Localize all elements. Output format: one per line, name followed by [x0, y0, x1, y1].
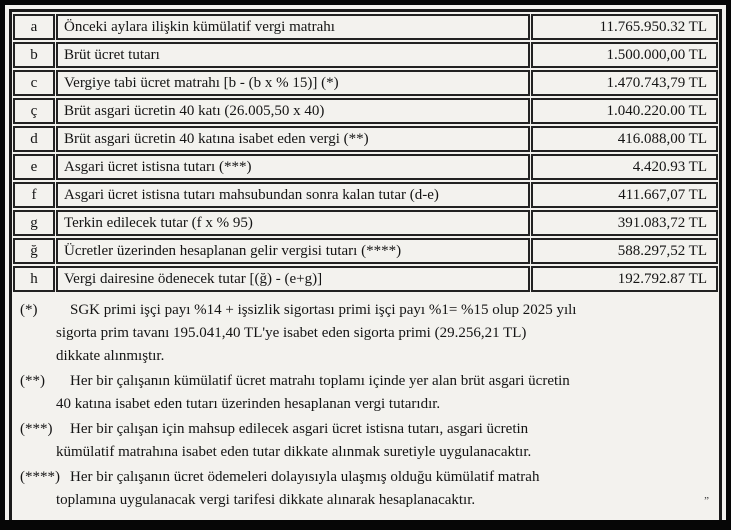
row-key: ç [13, 98, 55, 124]
footnote-line [20, 418, 709, 441]
footnote-line: kümülatif matrahına isabet eden tutar dikkate alınmak suretiyle uygulanacaktır. [56, 444, 532, 460]
row-label: Brüt asgari ücretin 40 katı (26.005,50 x 40) [56, 98, 530, 124]
tax-table [12, 12, 719, 294]
footnote-text: Her bir çalışanın kümülatif ücret matrahı toplamı içinde yer alan brüt asgari ücretin [70, 373, 570, 389]
row-label: Önceki aylara ilişkin kümülatif vergi matrahı [56, 14, 530, 40]
row-value: 4.420.93 TL [531, 154, 718, 180]
row-key: g [13, 210, 55, 236]
footnote-line: 40 katına isabet eden tutarı üzerinden hesaplanan vergi tutarıdır. [56, 396, 441, 412]
footnote-marker: (****) [20, 469, 60, 485]
corner-quote-mark: ” [704, 495, 710, 507]
table-row [13, 14, 718, 40]
table-row [13, 238, 718, 264]
footnote-text: Her bir çalışanın ücret ödemeleri dolayısıyla ulaşmış olduğu kümülatif matrah [70, 469, 540, 485]
footnote-line [20, 466, 709, 489]
footnote-text: Her bir çalışan için mahsup edilecek asgari ücret istisna tutarı, asgari ücretin [70, 421, 529, 437]
row-value: 391.083,72 TL [531, 210, 718, 236]
footnotes-section [12, 294, 719, 520]
row-value: 416.088,00 TL [531, 126, 718, 152]
row-value: 411.667,07 TL [531, 182, 718, 208]
footnote-line: sigorta prim tavanı 195.041,40 TL'ye isabet eden sigorta primi (29.256,21 TL) [56, 325, 527, 341]
footnote [20, 466, 709, 512]
row-value: 1.470.743,79 TL [531, 70, 718, 96]
footnote-text: SGK primi işçi payı %14 + işsizlik sigortası primi işçi payı %1= %15 olup 2025 yılı [70, 302, 577, 318]
row-label: Vergiye tabi ücret matrahı [b - (b x % 15)] (*) [56, 70, 530, 96]
row-label: Brüt ücret tutarı [56, 42, 530, 68]
table-row [13, 126, 718, 152]
table-row [13, 154, 718, 180]
row-key: e [13, 154, 55, 180]
row-key: ğ [13, 238, 55, 264]
table-row [13, 42, 718, 68]
row-key: b [13, 42, 55, 68]
footnote-line [20, 299, 709, 322]
row-value: 11.765.950.32 TL [531, 14, 718, 40]
row-label: Brüt asgari ücretin 40 katına isabet eden vergi (**) [56, 126, 530, 152]
table-row [13, 70, 718, 96]
footnote-line: toplamına uygulanacak vergi tarifesi dikkate alınarak hesaplanacaktır. [56, 492, 476, 508]
footnote [20, 370, 709, 416]
table-row [13, 210, 718, 236]
row-key: d [13, 126, 55, 152]
footnote [20, 418, 709, 464]
table-row [13, 182, 718, 208]
tax-calculation-box [9, 9, 722, 523]
row-label: Vergi dairesine ödenecek tutar [(ğ) - (e+g)] [56, 266, 530, 292]
footnote [20, 299, 709, 368]
row-label: Asgari ücret istisna tutarı (***) [56, 154, 530, 180]
footnote-line [20, 370, 709, 393]
row-value: 192.792.87 TL [531, 266, 718, 292]
row-key: c [13, 70, 55, 96]
footnote-marker: (**) [20, 373, 45, 389]
row-label: Asgari ücret istisna tutarı mahsubundan sonra kalan tutar (d-e) [56, 182, 530, 208]
table-row [13, 266, 718, 292]
footnote-marker: (***) [20, 421, 53, 437]
table-row [13, 98, 718, 124]
row-key: a [13, 14, 55, 40]
footnote-line: dikkate alınmıştır. [56, 348, 165, 364]
row-value: 1.500.000,00 TL [531, 42, 718, 68]
row-key: h [13, 266, 55, 292]
row-label: Ücretler üzerinden hesaplanan gelir vergisi tutarı (****) [56, 238, 530, 264]
row-label: Terkin edilecek tutar (f x % 95) [56, 210, 530, 236]
footnote-marker: (*) [20, 302, 38, 318]
row-key: f [13, 182, 55, 208]
row-value: 1.040.220.00 TL [531, 98, 718, 124]
row-value: 588.297,52 TL [531, 238, 718, 264]
